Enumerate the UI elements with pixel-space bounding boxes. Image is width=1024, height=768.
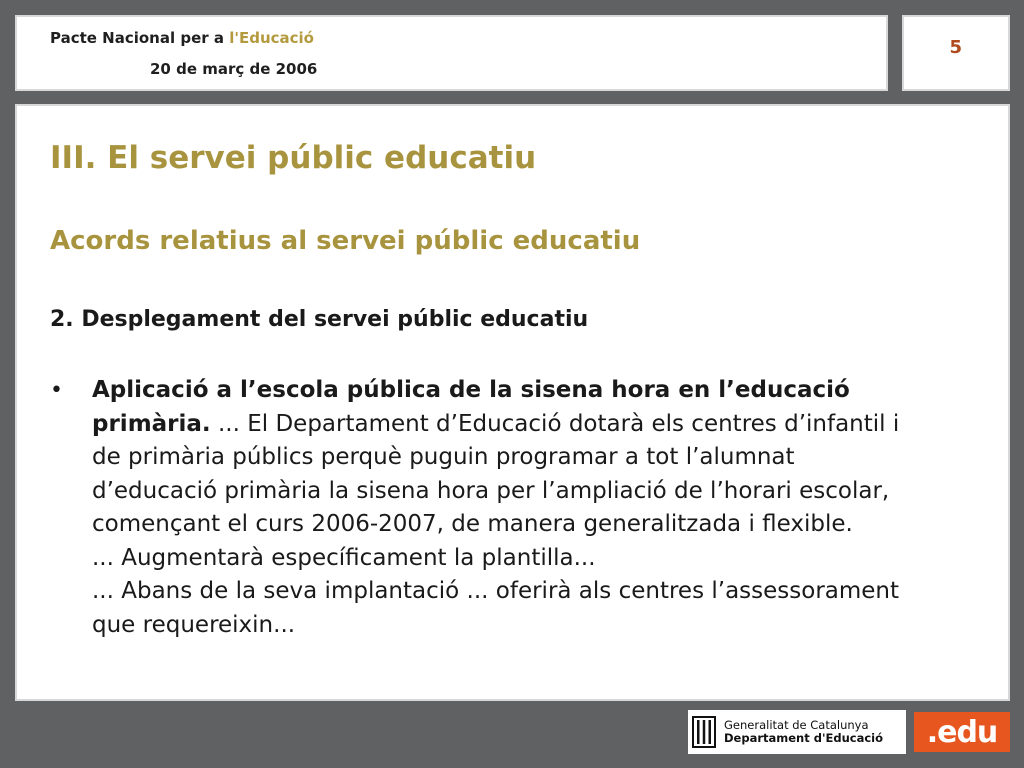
bullet-line-6: ... Augmentarà específicament la plantilla... <box>92 544 596 571</box>
gencat-line-2: Departament d'Educació <box>724 731 884 745</box>
edu-logo: .edu <box>914 712 1010 752</box>
bullet-dot-icon: • <box>50 378 63 403</box>
footer-bar <box>0 702 1024 768</box>
slide-title: III. El servei públic educatiu <box>50 140 537 176</box>
bullet-text <box>92 374 980 642</box>
header-title-accent: l'Educació <box>229 29 314 47</box>
page-number: 5 <box>949 37 962 58</box>
bullet-line-1 <box>92 374 980 408</box>
bullet-line-5: començant el curs 2006-2007, de manera generalitzada i flexible. <box>92 511 853 537</box>
bullet-item <box>50 374 980 642</box>
bullet-line-8: que requereixin... <box>92 611 296 638</box>
bullet-bold-line-1: Aplicació a l’escola pública de la sisena hora en l’educació <box>92 377 850 403</box>
header-date: 20 de març de 2006 <box>150 60 318 78</box>
slide-subtitle: Acords relatius al servei públic educatiu <box>50 226 641 256</box>
header-title-prefix: Pacte Nacional per a <box>50 29 230 47</box>
gencat-logo <box>692 716 883 748</box>
header-panel <box>15 15 888 91</box>
section-heading: 2. Desplegament del servei públic educatiu <box>50 307 589 332</box>
gencat-line-1: Generalitat de Catalunya <box>724 718 869 732</box>
bullet-line-7: ... Abans de la seva implantació ... oferirà als centres l’assessorament <box>92 578 900 604</box>
header-title <box>50 29 314 47</box>
gencat-emblem-icon <box>692 716 716 748</box>
bullet-line-2-rest: ... El Departament d’Educació dotarà els centres d’infantil i <box>210 410 900 437</box>
bullet-line-2 <box>92 408 980 442</box>
bullet-line-3: de primària públics perquè puguin programar a tot l’alumnat <box>92 444 795 470</box>
bullet-bold-line-2: primària. <box>92 410 211 437</box>
bullet-line-4: d’educació primària la sisena hora per l’ampliació de l’horari escolar, <box>92 477 890 504</box>
page-number-panel <box>902 15 1010 91</box>
content-panel <box>15 104 1010 701</box>
